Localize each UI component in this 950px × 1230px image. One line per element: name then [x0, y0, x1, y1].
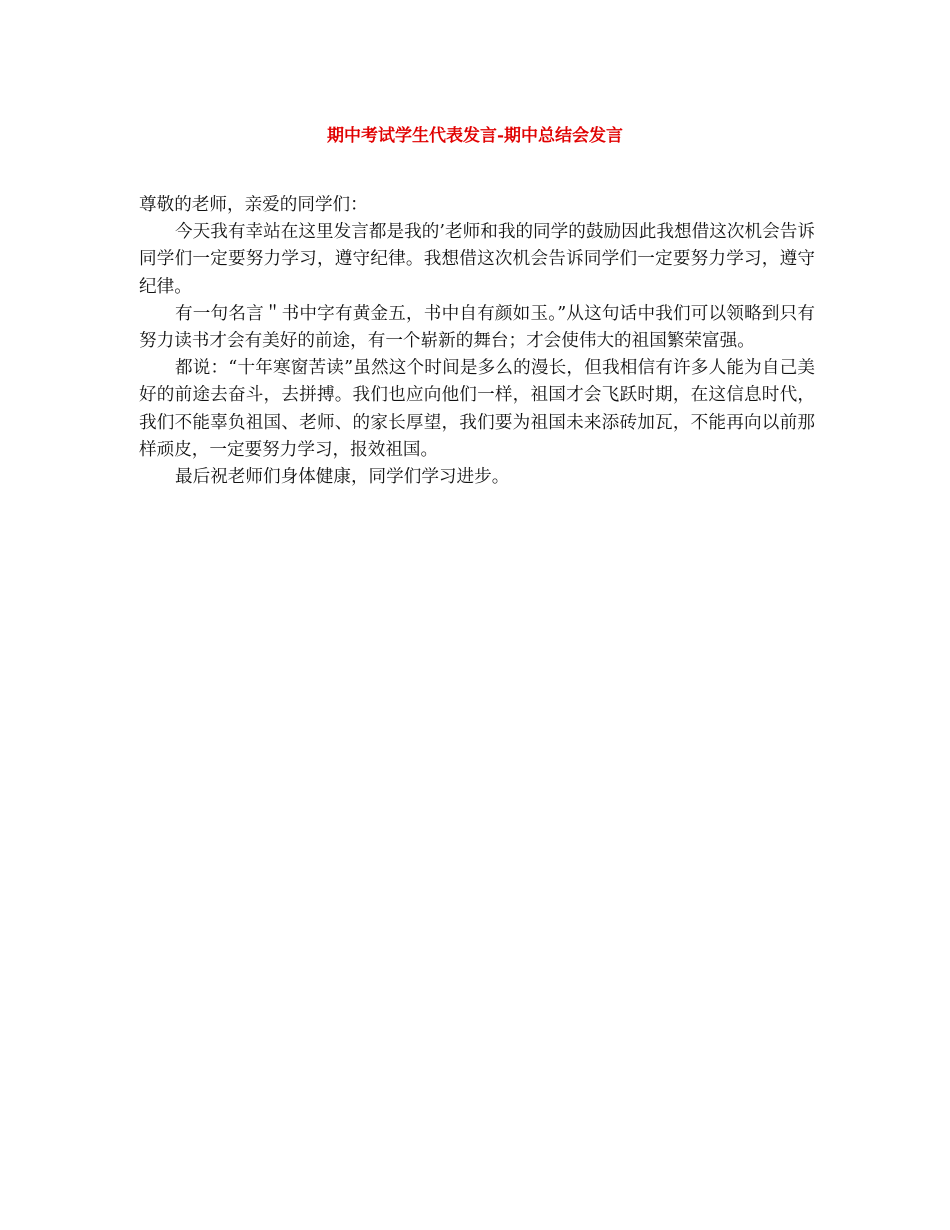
paragraph-2: 有一句名言＂书中字有黄金五，书中自有颜如玉。”从这句话中我们可以领略到只有努力读书才会有美好的前途，有一个崭新的舞台；才会使伟大的祖国繁荣富强。 — [139, 303, 815, 352]
paragraph-1: 今天我有幸站在这里发言都是我的’老师和我的同学的鼓励因此我想借这次机会告诉同学们一定要努力学习，遵守纪律。我想借这次机会告诉同学们一定要努力学习，遵守纪律。 — [139, 222, 815, 297]
greeting-line: 尊敬的老师，亲爱的同学们： — [139, 195, 368, 215]
document-title: 期中考试学生代表发言-期中总结会发言 — [326, 126, 624, 146]
paragraph-3: 都说：“十年寒窗苦读”虽然这个时间是多么的漫长，但我相信有许多人能为自己美好的前途去奋斗，去拼搏。我们也应向他们一样，祖国才会飞跃时期，在这信息时代，我们不能辜负祖国、老师、的家长厚望，我们要为祖国未来添砖加瓦，不能再向以前那样顽皮，一定要努力学习，报效祖国。 — [139, 358, 815, 460]
document-body — [139, 192, 815, 491]
paragraph-4: 最后祝老师们身体健康，同学们学习进步。 — [175, 467, 510, 488]
